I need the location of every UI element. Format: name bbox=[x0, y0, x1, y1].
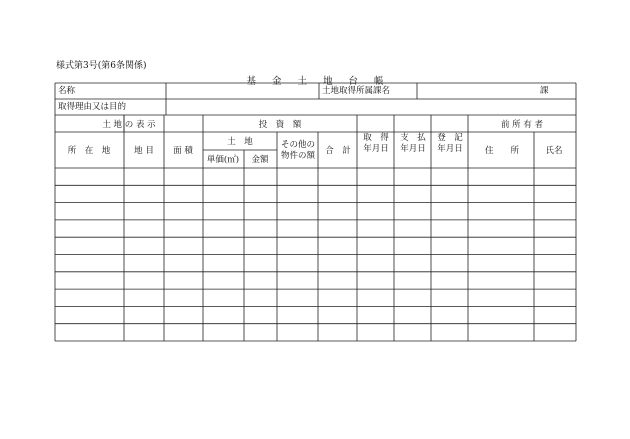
title-char: 基 bbox=[246, 76, 256, 87]
land-display-header: 土 地 の 表 示 bbox=[102, 120, 156, 130]
location-header: 所 在 地 bbox=[67, 146, 111, 156]
purpose-label: 取得理由又は目的 bbox=[58, 102, 127, 112]
address-header: 住 所 bbox=[484, 146, 520, 156]
dept-label: 土地取得所属課名 bbox=[322, 86, 391, 96]
title-char: 金 bbox=[271, 76, 282, 87]
investment-header: 投 資 額 bbox=[258, 120, 302, 130]
registration-date-header-1: 登 記 bbox=[437, 133, 463, 143]
acquire-date-header-2: 年月日 bbox=[363, 144, 389, 154]
acquire-date-header-1: 取 得 bbox=[363, 133, 389, 143]
form-number-label: 様式第3号(第6条関係) bbox=[56, 61, 147, 71]
title-char: 帳 bbox=[374, 76, 384, 87]
registration-date-header-2: 年月日 bbox=[437, 144, 463, 154]
lot-type-header: 地 目 bbox=[134, 146, 154, 156]
total-header: 合 計 bbox=[325, 146, 351, 156]
amount-header: 金額 bbox=[251, 155, 269, 165]
name-label: 名称 bbox=[58, 86, 76, 96]
payment-date-header-2: 年月日 bbox=[400, 144, 426, 154]
dept-suffix: 課 bbox=[540, 86, 549, 96]
owner-name-header: 氏名 bbox=[545, 146, 563, 156]
title-char: 土 bbox=[297, 76, 307, 87]
other-items-header-1: その他の bbox=[280, 140, 316, 150]
prev-owner-header: 前 所 有 者 bbox=[500, 120, 544, 130]
title-char: 台 bbox=[348, 76, 359, 87]
land-header: 土 地 bbox=[227, 137, 253, 147]
unit-price-header: 単価(㎡) bbox=[206, 155, 240, 165]
area-header: 面 積 bbox=[173, 146, 193, 156]
title-char: 地 bbox=[323, 76, 333, 87]
other-items-header-2: 物件の額 bbox=[280, 151, 316, 161]
payment-date-header-1: 支 払 bbox=[400, 133, 426, 143]
